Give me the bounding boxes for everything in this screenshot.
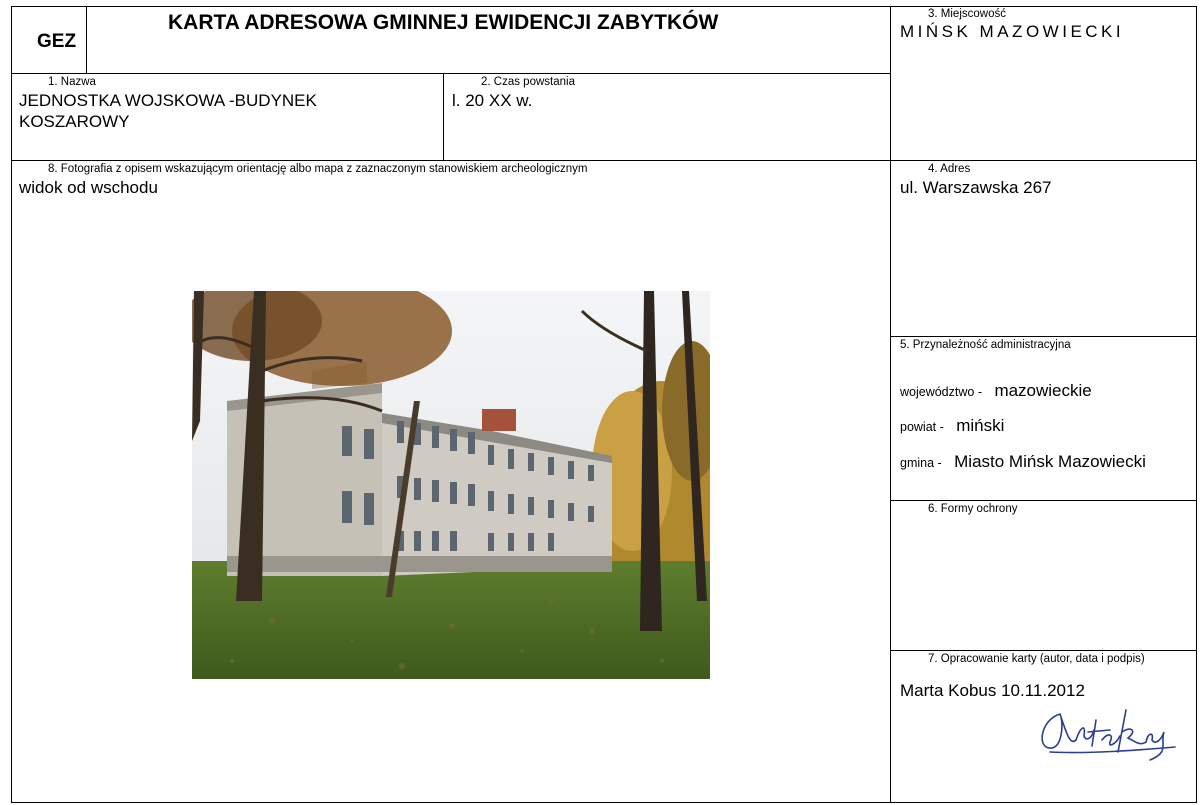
page-title: KARTA ADRESOWA GMINNEJ EWIDENCJI ZABYTKÓW: [168, 11, 719, 34]
opracowanie-label: 7. Opracowanie karty (autor, data i podpis): [928, 653, 1145, 665]
gez-code: GEZ: [37, 31, 77, 52]
building-photo-icon: [192, 291, 710, 679]
fotografia-label: 8. Fotografia z opisem wskazującym orientację albo mapa z zaznaczonym stanowiskiem archeologicznym: [48, 163, 588, 175]
divider-name-time: [443, 73, 444, 161]
czas-value: l. 20 XX w.: [452, 91, 533, 110]
nazwa-label: 1. Nazwa: [48, 76, 96, 88]
signature-image: [1030, 702, 1180, 772]
miejscowosc-label: 3. Miejscowość: [928, 8, 1006, 20]
powiat-row: [900, 416, 1004, 436]
wojewodztwo-label: województwo -: [900, 385, 982, 399]
czas-label: 2. Czas powstania: [481, 76, 575, 88]
divider-header-bottom: [11, 73, 891, 74]
divider-gez: [86, 6, 87, 74]
divider-formy-bottom: [890, 650, 1197, 651]
adres-value: ul. Warszawska 267: [900, 178, 1052, 197]
adres-label: 4. Adres: [928, 163, 971, 175]
gmina-label: gmina -: [900, 456, 942, 470]
divider-admin-bottom: [890, 500, 1197, 501]
nazwa-value-line1: JEDNOSTKA WOJSKOWA -BUDYNEK: [19, 91, 317, 110]
border-right: [1196, 6, 1197, 803]
formy-label: 6. Formy ochrony: [928, 503, 1018, 515]
nazwa-value-line2: KOSZAROWY: [19, 112, 130, 131]
border-left: [11, 6, 12, 803]
gmina-row: [900, 452, 1146, 472]
border-top: [11, 6, 1197, 7]
fotografia-value: widok od wschodu: [19, 178, 158, 197]
miejscowosc-value: MIŃSK MAZOWIECKI: [900, 22, 1125, 41]
przynaleznosc-label: 5. Przynależność administracyjna: [900, 339, 1071, 351]
divider-right-column: [890, 6, 891, 803]
wojewodztwo-row: [900, 381, 1092, 401]
wojewodztwo-value: mazowieckie: [994, 381, 1092, 400]
powiat-value: miński: [956, 416, 1005, 435]
divider-row2-bottom: [11, 160, 1197, 161]
divider-adres-bottom: [890, 336, 1197, 337]
gmina-value: Miasto Mińsk Mazowiecki: [954, 452, 1146, 471]
border-bottom: [11, 802, 1197, 803]
powiat-label: powiat -: [900, 420, 944, 434]
opracowanie-value: Marta Kobus 10.11.2012: [900, 681, 1085, 700]
